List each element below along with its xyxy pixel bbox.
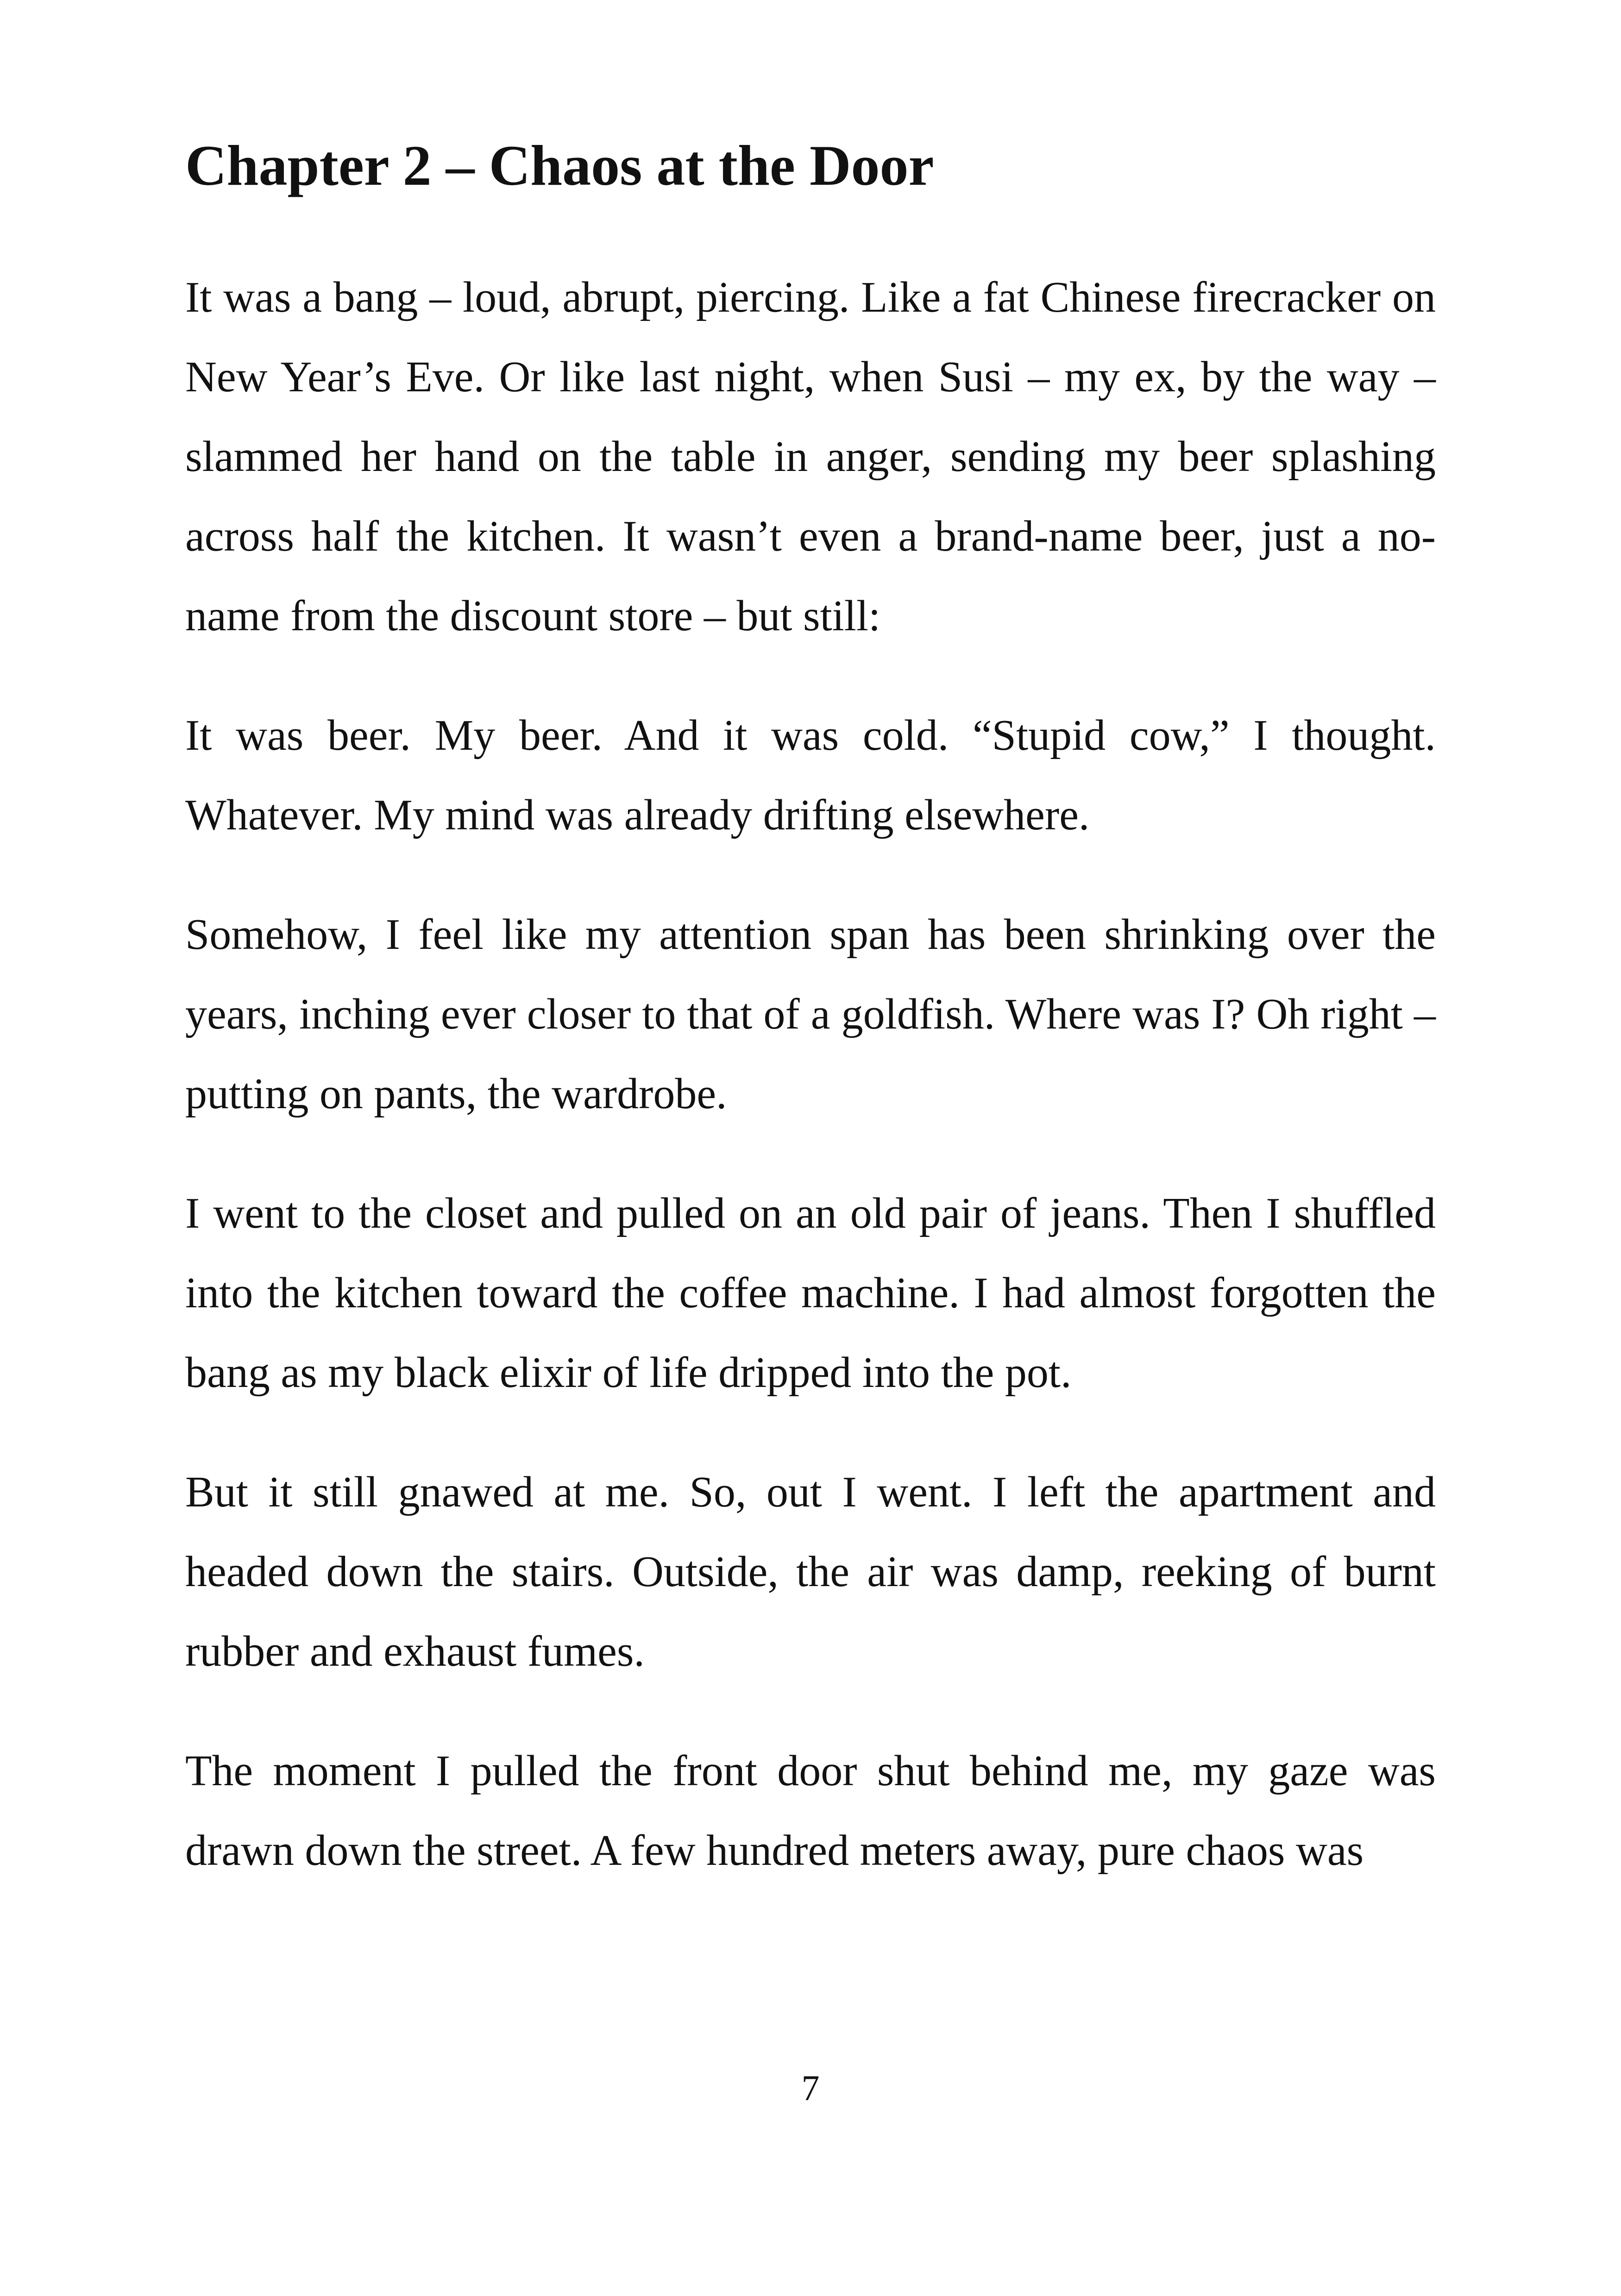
paragraph: I went to the closet and pulled on an old pair of jeans. Then I shuffled into the kitchen toward the coffee machine. I had almost forgotten the bang as my black elixir of life dripped into the pot.: [185, 1189, 1436, 1397]
paragraph: Somehow, I feel like my attention span has been shrinking over the years, inching ever closer to that of a goldfish. Where was I? Oh right – putting on pants, the wardrobe.: [185, 910, 1436, 1118]
paragraph: It was beer. My beer. And it was cold. “Stupid cow,” I thought. Whatever. My mind was already drifting elsewhere.: [185, 711, 1436, 840]
chapter-title: Chapter 2 – Chaos at the Door: [185, 134, 934, 197]
paragraph: The moment I pulled the front door shut behind me, my gaze was drawn down the street. A few hundred meters away, pure chaos was: [185, 1747, 1436, 1875]
paragraph: It was a bang – loud, abrupt, piercing. Like a fat Chinese firecracker on New Year’s Eve. Or like last night, when Susi – my ex, by the way – slammed her hand on the table in anger, sending my beer splashing across half the kitchen. It wasn’t even a brand-name beer, just a no-name from the discount store – but still:: [185, 273, 1436, 640]
paragraph: But it still gnawed at me. So, out I went. I left the apartment and headed down the stairs. Outside, the air was damp, reeking of burnt rubber and exhaust fumes.: [185, 1468, 1436, 1676]
page-number: 7: [801, 2068, 820, 2108]
page-content: [185, 134, 1436, 1930]
